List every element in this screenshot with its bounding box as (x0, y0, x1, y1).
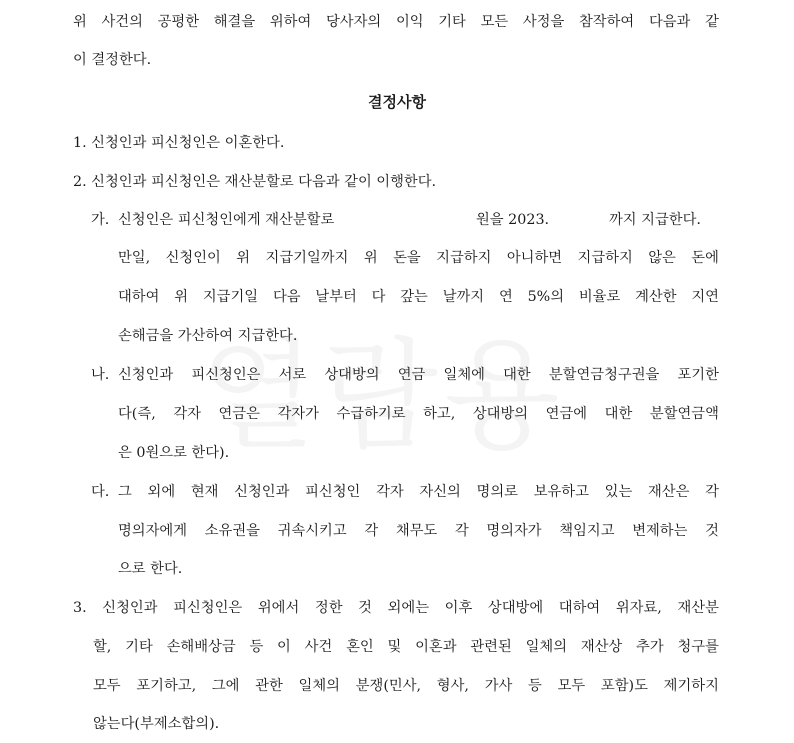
word: 명의자가 (486, 523, 542, 539)
word: 위 (73, 14, 87, 30)
word: 않은 (648, 250, 676, 266)
word: 상대방에 (487, 600, 544, 616)
word: 수급하기로 (336, 406, 406, 422)
item-2b-line-1 (118, 363, 719, 387)
word: 피신청인 (305, 484, 361, 500)
word: 분쟁(민사, (355, 678, 422, 694)
word: 상대방의 (472, 406, 529, 422)
word: 및 (387, 639, 402, 655)
word: 현재 (190, 484, 219, 500)
word: 재산은 (647, 484, 690, 500)
word: 아니하면 (506, 250, 563, 266)
word: 각 (454, 523, 469, 539)
word: 포기하고, (136, 678, 197, 694)
item-2a-line-2 (118, 246, 719, 270)
word: 사건의 (101, 14, 143, 30)
word: 추가 (636, 639, 664, 655)
word: 형사, (436, 678, 469, 694)
item-2a-line-3 (118, 285, 719, 309)
word: 재산분 (677, 600, 719, 616)
item-2c-line-2 (118, 519, 719, 543)
word: 가사 (484, 678, 513, 694)
item-2c-line-3: 으로 한다. (118, 561, 183, 577)
word: 손해배상금 (166, 639, 236, 655)
word: 일체의 (525, 639, 568, 655)
word: 할, (93, 639, 112, 655)
word: 제기하지 (663, 678, 719, 694)
word: 등 (249, 639, 264, 655)
item-2a-line-4: 손해금을 가산하여 지급한다. (118, 328, 298, 344)
word: 만일, (118, 250, 151, 266)
word: 포기한 (677, 367, 719, 383)
word: 지연 (691, 289, 719, 305)
word: 자신의 (419, 484, 461, 500)
word: 모든 (480, 14, 509, 30)
item-2c-marker: 다. (91, 484, 110, 500)
item-3-line-2 (93, 635, 719, 659)
word: 각자가 (277, 406, 319, 422)
word: 보유하고 (533, 484, 589, 500)
word: 신청인과 (118, 367, 174, 383)
word: 지급하지 (577, 250, 633, 266)
word: 변제하는 (632, 523, 688, 539)
word: 책임지고 (559, 523, 615, 539)
word: 다음과 (648, 14, 691, 30)
item-2: 2. 신청인과 피신청인은 재산분할로 다음과 같이 이행한다. (73, 174, 437, 190)
intro-line-2: 이 결정한다. (73, 52, 152, 68)
item-2a-line-1c: 까지 지급한다. (609, 212, 701, 228)
word: 재산상 (580, 639, 623, 655)
item-2b-marker: 나. (91, 367, 110, 383)
word: 연금에 (545, 406, 588, 422)
word: 신청인과 (102, 600, 158, 616)
word: 이혼과 (415, 639, 457, 655)
word: 돈을 (393, 250, 421, 266)
word: 당사자의 (326, 14, 382, 30)
word: 지급기일까지 (265, 250, 349, 266)
word: 피신청인은 (191, 367, 261, 383)
item-2a-marker: 가. (91, 212, 110, 228)
word: 혼인 (346, 639, 374, 655)
word: 연금은 (218, 406, 260, 422)
word: 것 (358, 600, 372, 616)
word: 모두 (557, 678, 586, 694)
word: 등 (528, 678, 542, 694)
word: 그 (118, 484, 132, 500)
word: 그에 (211, 678, 240, 694)
word: 위 (363, 250, 378, 266)
word: 관한 (255, 678, 283, 694)
word: 분할연금청구권을 (548, 367, 660, 383)
word: 이후 (444, 600, 473, 616)
word: 위에서 (257, 600, 300, 616)
word: 위자료, (615, 600, 662, 616)
word: 명의자에게 (118, 523, 188, 539)
word: 이익 (395, 14, 424, 30)
word: 지급하지 (436, 250, 492, 266)
word: 소유권을 (204, 523, 260, 539)
word: 외에는 (387, 600, 430, 616)
item-3-line-1 (73, 596, 719, 620)
word: 대하여 (118, 289, 160, 305)
word: 각자 (173, 406, 201, 422)
item-2b-line-3: 은 0원으로 한다). (118, 445, 230, 461)
word: 위하여 (269, 14, 312, 30)
word: 귀속시키고 (277, 523, 347, 539)
word: 사정을 (522, 14, 565, 30)
word: 일체의 (298, 678, 340, 694)
word: 3. (73, 600, 87, 616)
word: 신청인이 (165, 250, 221, 266)
word: 관련된 (470, 639, 512, 655)
word: 비율로 (578, 289, 621, 305)
word: 날까지 (442, 289, 485, 305)
word: 지급기일 (202, 289, 259, 305)
word: 기타 (125, 639, 153, 655)
word: 각 (705, 484, 719, 500)
word: 해결을 (213, 14, 256, 30)
item-2a-line-1a: 신청인은 피신청인에게 재산분할로 (118, 212, 335, 228)
word: 상대방의 (324, 367, 380, 383)
item-3-line-3 (93, 674, 719, 698)
word: 대하여 (558, 600, 601, 616)
word: 일체에 (443, 367, 485, 383)
word: 것 (705, 523, 719, 539)
word: 날부터 (315, 289, 357, 305)
intro-line-1 (73, 10, 719, 34)
word: 같 (705, 14, 719, 30)
item-2b-line-2 (118, 402, 719, 426)
word: 연 (498, 289, 513, 305)
word: 채무도 (395, 523, 438, 539)
word: 5%의 (527, 289, 565, 305)
word: 외에 (147, 484, 176, 500)
word: 피신청인은 (173, 600, 243, 616)
word: 위 (236, 250, 251, 266)
word: 청구를 (677, 639, 719, 655)
section-heading: 결정사항 (368, 93, 426, 111)
word: 하고, (423, 406, 456, 422)
word: 포함)도 (600, 678, 648, 694)
item-3-line-4: 않는다(부제소합의). (93, 716, 220, 732)
word: 공평한 (157, 14, 200, 30)
word: 이 (277, 639, 291, 655)
word: 각 (364, 523, 379, 539)
word: 명의로 (476, 484, 518, 500)
word: 돈에 (691, 250, 719, 266)
word: 모두 (93, 678, 121, 694)
item-1: 1. 신청인과 피신청인은 이혼한다. (73, 135, 285, 151)
word: 참작하여 (579, 14, 635, 30)
word: 신청인과 (234, 484, 290, 500)
word: 계산한 (635, 289, 677, 305)
word: 사건 (304, 639, 333, 655)
word: 다음 (272, 289, 301, 305)
word: 정한 (314, 600, 343, 616)
word: 위 (174, 289, 189, 305)
word: 기타 (438, 14, 466, 30)
word: 갚는 (400, 289, 428, 305)
item-2a-line-1b: 원을 2023. (476, 212, 550, 228)
word: 분할연금액 (649, 406, 719, 422)
word: 다 (371, 289, 386, 305)
word: 연금 (397, 367, 426, 383)
word: 대한 (604, 406, 633, 422)
word: 대한 (503, 367, 531, 383)
word: 다(즉, (118, 406, 156, 422)
word: 있는 (604, 484, 633, 500)
word: 각자 (376, 484, 404, 500)
item-2c-line-1 (118, 480, 719, 504)
word: 서로 (278, 367, 307, 383)
